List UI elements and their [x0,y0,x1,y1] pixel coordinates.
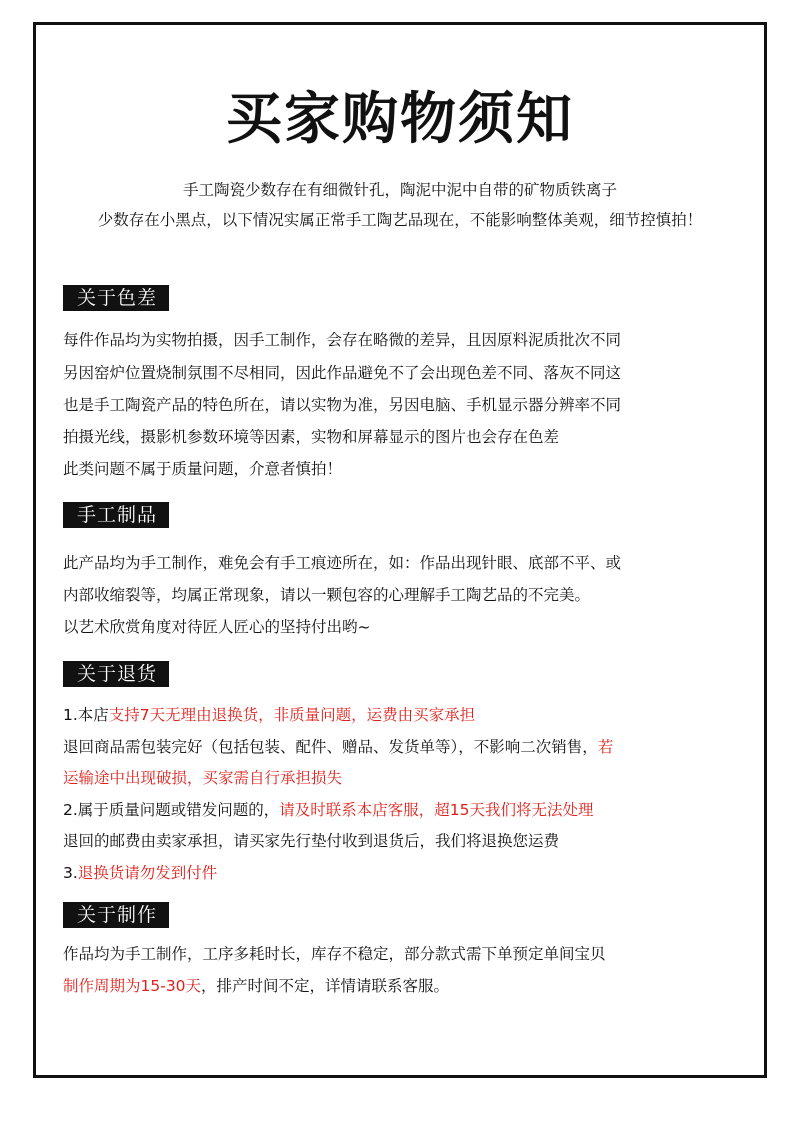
page-title: 买家购物须知 [226,87,574,152]
handmade-line-3: 以艺术欣赏角度对待匠人匠心的坚持付出哟~ [63,618,371,636]
production-line-2-text: ，排产时间不定，详情请联系客服。 [201,977,450,995]
color-line-3: 也是手工陶瓷产品的特色所在，请以实物为准，另因电脑、手机显示器分辨率不同 [63,396,622,414]
handmade-line-2: 内部收缩裂等，均属正常现象，请以一颗包容的心理解手工陶艺品的不完美。 [63,586,591,604]
returns-line-6-prefix: 3. [63,864,78,882]
section-label-returns: 关于退货 [63,661,169,687]
returns-line-2 [63,735,613,757]
returns-line-2-text: 退回商品需包装完好（包括包装、配件、赠品、发货单等），不影响二次销售， [63,738,598,756]
production-period-highlight: 制作周期为15-30天 [63,977,202,995]
returns-contact-highlight: 请及时联系本店客服，超15天我们将无法处理 [279,801,594,819]
returns-line-5: 退回的邮费由卖家承担，请买家先行垫付收到退货后，我们将退换您运费 [63,832,560,850]
color-line-1: 每件作品均为实物拍摄，因手工制作，会存在略微的差异，且因原料泥质批次不同 [63,331,622,349]
returns-line-4 [63,798,594,820]
section-label-production: 关于制作 [63,902,169,928]
returns-no-cod-highlight: 退换货请勿发到付件 [77,864,218,882]
color-line-5: 此类问题不属于质量问题，介意者慎拍！ [63,460,343,478]
color-line-2: 另因窑炉位置烧制氛围不尽相同，因此作品避免不了会出现色差不同、落灰不同这 [63,364,622,382]
production-line-1: 作品均为手工制作，工序多耗时长，库存不稳定，部分款式需下单预定单间宝贝 [63,945,606,963]
returns-line-6 [63,861,217,883]
returns-policy-highlight: 支持7天无理由退换货，非质量问题，运费由买家承担 [108,706,476,724]
color-line-4: 拍摄光线，摄影机参数环境等因素，实物和屏幕显示的图片也会存在色差 [63,428,560,446]
intro-line-1: 手工陶瓷少数存在有细微针孔，陶泥中泥中自带的矿物质铁离子 [182,181,617,199]
returns-line-2-highlight: 若 [597,738,614,756]
returns-line-1 [63,703,475,725]
returns-line-4-prefix: 2.属于质量问题或错发问题的， [63,801,280,819]
section-label-color: 关于色差 [63,285,169,311]
intro-line-2: 少数存在小黑点，以下情况实属正常手工陶艺品现在，不能影响整体美观，细节控慎拍！ [97,211,703,229]
section-label-handmade: 手工制品 [63,502,169,528]
handmade-line-1: 此产品均为手工制作，难免会有手工痕迹所在，如：作品出现针眼、底部不平、或 [63,554,622,572]
returns-line-1-prefix: 1.本店 [63,706,109,724]
production-line-2 [63,974,449,996]
returns-line-3: 运输途中出现破损，买家需自行承担损失 [63,769,343,787]
